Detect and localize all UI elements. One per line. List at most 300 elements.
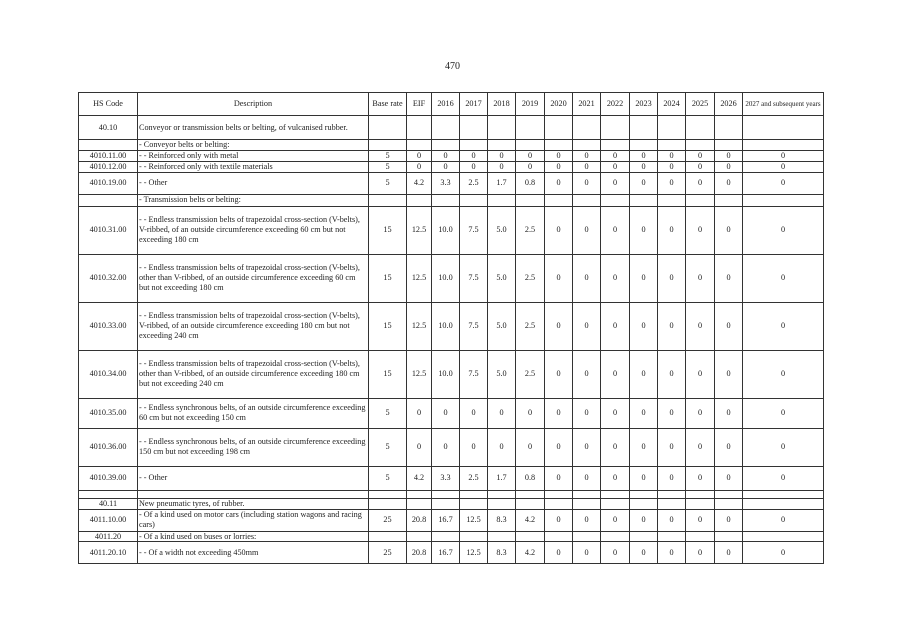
rate-cell: 2.5: [516, 254, 545, 302]
rate-cell: 0: [545, 206, 573, 254]
rate-cell: 10.0: [432, 206, 460, 254]
rate-cell: [516, 140, 545, 151]
rate-cell: 1.7: [488, 172, 516, 194]
rate-cell: 0: [686, 172, 715, 194]
rate-cell: 12.5: [407, 254, 432, 302]
rate-cell: 25: [369, 509, 407, 531]
rate-cell: 0: [658, 542, 686, 564]
rate-cell: 5: [369, 398, 407, 428]
rate-cell: 16.7: [432, 542, 460, 564]
rate-cell: 0: [573, 150, 601, 161]
rate-cell: 0: [630, 398, 658, 428]
rate-cell: 0: [601, 350, 630, 398]
rate-cell: 0: [601, 206, 630, 254]
table-row: [79, 206, 824, 254]
rate-cell: 0: [573, 350, 601, 398]
rate-cell: [715, 531, 743, 542]
rate-cell: [545, 194, 573, 206]
hs-code-cell: 4011.20.10: [79, 542, 138, 564]
table-row: [79, 466, 824, 490]
empty-cell: [488, 490, 516, 498]
rate-cell: 0: [573, 206, 601, 254]
hs-code-cell: 40.10: [79, 116, 138, 140]
rate-cell: 0: [715, 398, 743, 428]
rate-cell: 3.3: [432, 172, 460, 194]
rate-cell: 0: [630, 206, 658, 254]
rate-cell: 0: [743, 398, 824, 428]
rate-cell: [715, 116, 743, 140]
rate-cell: 0: [573, 509, 601, 531]
rate-cell: 0: [630, 254, 658, 302]
rate-cell: 1.7: [488, 466, 516, 490]
rate-cell: 0: [488, 428, 516, 466]
rate-cell: 0: [743, 509, 824, 531]
description-cell: - - Endless synchronous belts, of an outside circumference exceeding 60 cm but not exceeding 150 cm: [138, 398, 369, 428]
rate-cell: [658, 116, 686, 140]
description-cell: New pneumatic tyres, of rubber.: [138, 498, 369, 509]
rate-cell: [488, 194, 516, 206]
rate-cell: [715, 140, 743, 151]
rate-cell: [743, 531, 824, 542]
rate-cell: 0: [630, 542, 658, 564]
rate-cell: [460, 140, 488, 151]
rate-cell: 0: [686, 350, 715, 398]
rate-cell: 0: [601, 302, 630, 350]
rate-cell: 16.7: [432, 509, 460, 531]
column-header: 2024: [658, 93, 686, 116]
rate-cell: 0: [407, 161, 432, 172]
column-header: 2023: [630, 93, 658, 116]
rate-cell: 5.0: [488, 350, 516, 398]
rate-cell: 2.5: [460, 172, 488, 194]
rate-cell: 0: [407, 428, 432, 466]
rate-cell: 0: [630, 466, 658, 490]
rate-cell: 10.0: [432, 350, 460, 398]
rate-cell: 0: [686, 206, 715, 254]
rate-cell: [369, 116, 407, 140]
rate-cell: 15: [369, 350, 407, 398]
rate-cell: [601, 498, 630, 509]
empty-cell: [516, 490, 545, 498]
rate-cell: 0: [686, 302, 715, 350]
rate-cell: 0: [516, 161, 545, 172]
rate-cell: [432, 140, 460, 151]
rate-cell: 0: [743, 206, 824, 254]
rate-cell: [686, 498, 715, 509]
rate-cell: 0: [715, 542, 743, 564]
rate-cell: [573, 498, 601, 509]
rate-cell: [601, 531, 630, 542]
rate-cell: 0: [432, 428, 460, 466]
rate-cell: [488, 531, 516, 542]
rate-cell: 0: [545, 509, 573, 531]
rate-cell: [630, 498, 658, 509]
description-cell: - Of a kind used on motor cars (including station wagons and racing cars): [138, 509, 369, 531]
rate-cell: 0: [686, 254, 715, 302]
rate-cell: 0: [407, 150, 432, 161]
rate-cell: [407, 531, 432, 542]
rate-cell: 5: [369, 172, 407, 194]
rate-cell: 0: [488, 161, 516, 172]
rate-cell: 7.5: [460, 206, 488, 254]
hs-code-cell: 4010.31.00: [79, 206, 138, 254]
column-header: 2021: [573, 93, 601, 116]
rate-cell: [658, 498, 686, 509]
rate-cell: 0: [460, 398, 488, 428]
rate-cell: 7.5: [460, 302, 488, 350]
rate-cell: [369, 140, 407, 151]
rate-cell: 4.2: [516, 542, 545, 564]
column-header: HS Code: [79, 93, 138, 116]
description-cell: - - Of a width not exceeding 450mm: [138, 542, 369, 564]
rate-cell: 0: [715, 302, 743, 350]
rate-cell: [545, 140, 573, 151]
rate-cell: 0: [658, 150, 686, 161]
description-cell: - - Reinforced only with textile materials: [138, 161, 369, 172]
rate-cell: 0: [658, 172, 686, 194]
rate-cell: 0: [573, 466, 601, 490]
rate-cell: 20.8: [407, 509, 432, 531]
hs-code-cell: 4010.39.00: [79, 466, 138, 490]
rate-cell: [432, 116, 460, 140]
rate-cell: 0: [743, 172, 824, 194]
rate-cell: 2.5: [460, 466, 488, 490]
rate-cell: 0: [601, 172, 630, 194]
empty-cell: [686, 490, 715, 498]
rate-cell: 0: [573, 542, 601, 564]
rate-cell: 0: [545, 542, 573, 564]
rate-cell: 0: [715, 161, 743, 172]
rate-cell: [686, 116, 715, 140]
rate-cell: 0: [601, 150, 630, 161]
rate-cell: 0: [686, 161, 715, 172]
rate-cell: 0: [686, 466, 715, 490]
rate-cell: 0: [516, 150, 545, 161]
rate-cell: 0: [715, 206, 743, 254]
rate-cell: [488, 140, 516, 151]
rate-cell: 0: [545, 350, 573, 398]
rate-cell: 8.3: [488, 542, 516, 564]
rate-cell: [686, 140, 715, 151]
rate-cell: 15: [369, 254, 407, 302]
rate-cell: [545, 531, 573, 542]
rate-cell: 0: [686, 398, 715, 428]
description-cell: - - Endless transmission belts of trapezoidal cross-section (V-belts), other than V-ribbed, of an outside circumference exceeding 60 cm but not exceeding 180 cm: [138, 254, 369, 302]
rate-cell: 0: [743, 161, 824, 172]
rate-cell: 2.5: [516, 302, 545, 350]
rate-cell: [369, 531, 407, 542]
rate-cell: 5: [369, 428, 407, 466]
empty-cell: [743, 490, 824, 498]
empty-cell: [658, 490, 686, 498]
rate-cell: 0: [715, 428, 743, 466]
rate-cell: 0.8: [516, 466, 545, 490]
hs-code-cell: 4011.20: [79, 531, 138, 542]
rate-cell: 5: [369, 466, 407, 490]
rate-cell: [658, 194, 686, 206]
rate-cell: 0: [743, 428, 824, 466]
description-cell: - - Endless synchronous belts, of an outside circumference exceeding 150 cm but not exceeding 198 cm: [138, 428, 369, 466]
rate-cell: 0: [573, 172, 601, 194]
rate-cell: 5: [369, 150, 407, 161]
rate-cell: 0: [601, 542, 630, 564]
rate-cell: [488, 116, 516, 140]
rate-cell: 0: [658, 302, 686, 350]
column-header: 2025: [686, 93, 715, 116]
rate-cell: 0: [573, 254, 601, 302]
hs-code-cell: 4010.12.00: [79, 161, 138, 172]
column-header: 2020: [545, 93, 573, 116]
rate-cell: [407, 194, 432, 206]
rate-cell: [658, 531, 686, 542]
rate-cell: 0: [715, 509, 743, 531]
empty-cell: [79, 490, 138, 498]
rate-cell: 0: [573, 398, 601, 428]
table-row: [79, 161, 824, 172]
rate-cell: [460, 194, 488, 206]
rate-cell: 3.3: [432, 466, 460, 490]
empty-cell: [369, 490, 407, 498]
rate-cell: 0: [630, 350, 658, 398]
empty-cell: [432, 490, 460, 498]
table-row: [79, 150, 824, 161]
rate-cell: [715, 194, 743, 206]
rate-cell: 0: [630, 172, 658, 194]
rate-cell: [630, 116, 658, 140]
rate-cell: 0: [658, 350, 686, 398]
rate-cell: [407, 116, 432, 140]
rate-cell: [630, 194, 658, 206]
column-header: 2019: [516, 93, 545, 116]
hs-code-cell: 4010.19.00: [79, 172, 138, 194]
rate-cell: 0: [686, 150, 715, 161]
rate-cell: 5.0: [488, 254, 516, 302]
rate-cell: 0: [545, 150, 573, 161]
table-row: [79, 509, 824, 531]
hs-code-cell: 4011.10.00: [79, 509, 138, 531]
rate-cell: 8.3: [488, 509, 516, 531]
hs-code-cell: 4010.34.00: [79, 350, 138, 398]
rate-cell: 5.0: [488, 206, 516, 254]
rate-cell: 7.5: [460, 254, 488, 302]
rate-cell: 0: [743, 254, 824, 302]
description-cell: - - Other: [138, 172, 369, 194]
column-header: 2026: [715, 93, 743, 116]
rate-cell: 0: [432, 150, 460, 161]
rate-cell: [516, 194, 545, 206]
rate-cell: 12.5: [407, 206, 432, 254]
rate-cell: 0: [743, 466, 824, 490]
description-cell: - - Endless transmission belts of trapezoidal cross-section (V-belts), V-ribbed, of an outside circumference exceeding 60 cm but not exceeding 180 cm: [138, 206, 369, 254]
rate-cell: 0: [630, 428, 658, 466]
hs-code-cell: 4010.33.00: [79, 302, 138, 350]
description-cell: - Of a kind used on buses or lorries:: [138, 531, 369, 542]
rate-cell: 25: [369, 542, 407, 564]
rate-cell: 0: [601, 509, 630, 531]
rate-cell: 0: [460, 150, 488, 161]
table-row: [79, 531, 824, 542]
column-header: Base rate: [369, 93, 407, 116]
spacer-row: [79, 490, 824, 498]
rate-cell: [516, 498, 545, 509]
rate-cell: 0: [601, 466, 630, 490]
rate-cell: 0: [601, 254, 630, 302]
rate-cell: 0: [545, 161, 573, 172]
rate-cell: [743, 498, 824, 509]
hs-code-cell: 4010.11.00: [79, 150, 138, 161]
rate-cell: 0: [460, 161, 488, 172]
rate-cell: [686, 531, 715, 542]
rate-cell: 0: [545, 302, 573, 350]
rate-cell: 0: [516, 398, 545, 428]
rate-cell: [601, 140, 630, 151]
rate-cell: 0: [658, 254, 686, 302]
column-header: 2027 and subsequent years: [743, 93, 824, 116]
empty-cell: [601, 490, 630, 498]
rate-cell: [369, 498, 407, 509]
hs-code-cell: 4010.35.00: [79, 398, 138, 428]
rate-cell: 5.0: [488, 302, 516, 350]
rate-cell: [407, 140, 432, 151]
column-header: 2017: [460, 93, 488, 116]
rate-cell: [743, 116, 824, 140]
rate-cell: 0: [686, 509, 715, 531]
rate-cell: 0: [658, 161, 686, 172]
rate-cell: 0: [573, 302, 601, 350]
rate-cell: [743, 194, 824, 206]
table-row: [79, 254, 824, 302]
rate-cell: 0: [658, 428, 686, 466]
table-row: [79, 498, 824, 509]
empty-cell: [460, 490, 488, 498]
empty-cell: [630, 490, 658, 498]
rate-cell: 4.2: [407, 466, 432, 490]
hs-code-cell: 4010.32.00: [79, 254, 138, 302]
rate-cell: 4.2: [407, 172, 432, 194]
description-cell: - Conveyor belts or belting:: [138, 140, 369, 151]
rate-cell: 12.5: [460, 542, 488, 564]
rate-cell: 0: [545, 428, 573, 466]
hs-code-cell: 40.11: [79, 498, 138, 509]
rate-cell: 0: [743, 302, 824, 350]
hs-code-cell: [79, 140, 138, 151]
rate-cell: 0: [460, 428, 488, 466]
rate-cell: 0: [545, 398, 573, 428]
rate-cell: [573, 140, 601, 151]
rate-cell: 0: [686, 542, 715, 564]
description-cell: - - Other: [138, 466, 369, 490]
rate-cell: [658, 140, 686, 151]
rate-cell: 0: [432, 398, 460, 428]
page-number: 470: [445, 61, 460, 72]
rate-cell: [573, 531, 601, 542]
rate-cell: 0: [488, 150, 516, 161]
empty-cell: [573, 490, 601, 498]
rate-cell: 7.5: [460, 350, 488, 398]
rate-cell: 0: [630, 161, 658, 172]
rate-cell: 0: [601, 161, 630, 172]
rate-cell: [715, 498, 743, 509]
rate-cell: 12.5: [407, 302, 432, 350]
rate-cell: [601, 194, 630, 206]
rate-cell: 0: [630, 302, 658, 350]
table-row: [79, 302, 824, 350]
rate-cell: 0: [432, 161, 460, 172]
table-row: [79, 194, 824, 206]
table-row: [79, 542, 824, 564]
rate-cell: 0: [601, 428, 630, 466]
rate-cell: 0: [658, 206, 686, 254]
rate-cell: 0: [743, 150, 824, 161]
rate-cell: [630, 531, 658, 542]
description-cell: Conveyor or transmission belts or belting, of vulcanised rubber.: [138, 116, 369, 140]
empty-cell: [715, 490, 743, 498]
hs-code-cell: [79, 194, 138, 206]
rate-cell: [573, 194, 601, 206]
rate-cell: [488, 498, 516, 509]
rate-cell: [573, 116, 601, 140]
rate-cell: 0: [715, 172, 743, 194]
rate-cell: [407, 498, 432, 509]
rate-cell: 0: [686, 428, 715, 466]
rate-cell: 0: [630, 509, 658, 531]
rate-cell: 0: [545, 254, 573, 302]
description-cell: - - Endless transmission belts of trapezoidal cross-section (V-belts), V-ribbed, of an outside circumference exceeding 180 cm but not exceeding 240 cm: [138, 302, 369, 350]
rate-cell: 0: [545, 172, 573, 194]
rate-cell: 4.2: [516, 509, 545, 531]
rate-cell: [432, 194, 460, 206]
rate-cell: [516, 531, 545, 542]
rate-cell: 0: [658, 398, 686, 428]
column-header: 2022: [601, 93, 630, 116]
table-row: [79, 428, 824, 466]
description-cell: - - Endless transmission belts of trapezoidal cross-section (V-belts), other than V-ribbed, of an outside circumference exceeding 180 cm but not exceeding 240 cm: [138, 350, 369, 398]
rate-cell: [601, 116, 630, 140]
rate-cell: 5: [369, 161, 407, 172]
rate-cell: [545, 498, 573, 509]
empty-cell: [545, 490, 573, 498]
rate-cell: [460, 531, 488, 542]
rate-cell: [432, 531, 460, 542]
rate-cell: [516, 116, 545, 140]
rate-cell: 0: [715, 254, 743, 302]
rate-cell: 0: [601, 398, 630, 428]
rate-cell: 0: [516, 428, 545, 466]
rate-cell: 0: [715, 350, 743, 398]
rate-cell: [460, 116, 488, 140]
empty-cell: [407, 490, 432, 498]
rate-cell: 0: [715, 150, 743, 161]
column-header: 2016: [432, 93, 460, 116]
rate-cell: [369, 194, 407, 206]
table-row: [79, 140, 824, 151]
table-row: [79, 398, 824, 428]
rate-cell: 0: [658, 509, 686, 531]
rate-cell: [686, 194, 715, 206]
rate-cell: [545, 116, 573, 140]
rate-cell: 0: [488, 398, 516, 428]
rate-cell: 0: [630, 150, 658, 161]
rate-cell: 0: [743, 350, 824, 398]
rate-cell: 15: [369, 206, 407, 254]
table-header-row: [79, 93, 824, 116]
rate-cell: 0: [545, 466, 573, 490]
rate-cell: 2.5: [516, 350, 545, 398]
rate-cell: 12.5: [460, 509, 488, 531]
rate-cell: 12.5: [407, 350, 432, 398]
hs-code-cell: 4010.36.00: [79, 428, 138, 466]
column-header: 2018: [488, 93, 516, 116]
